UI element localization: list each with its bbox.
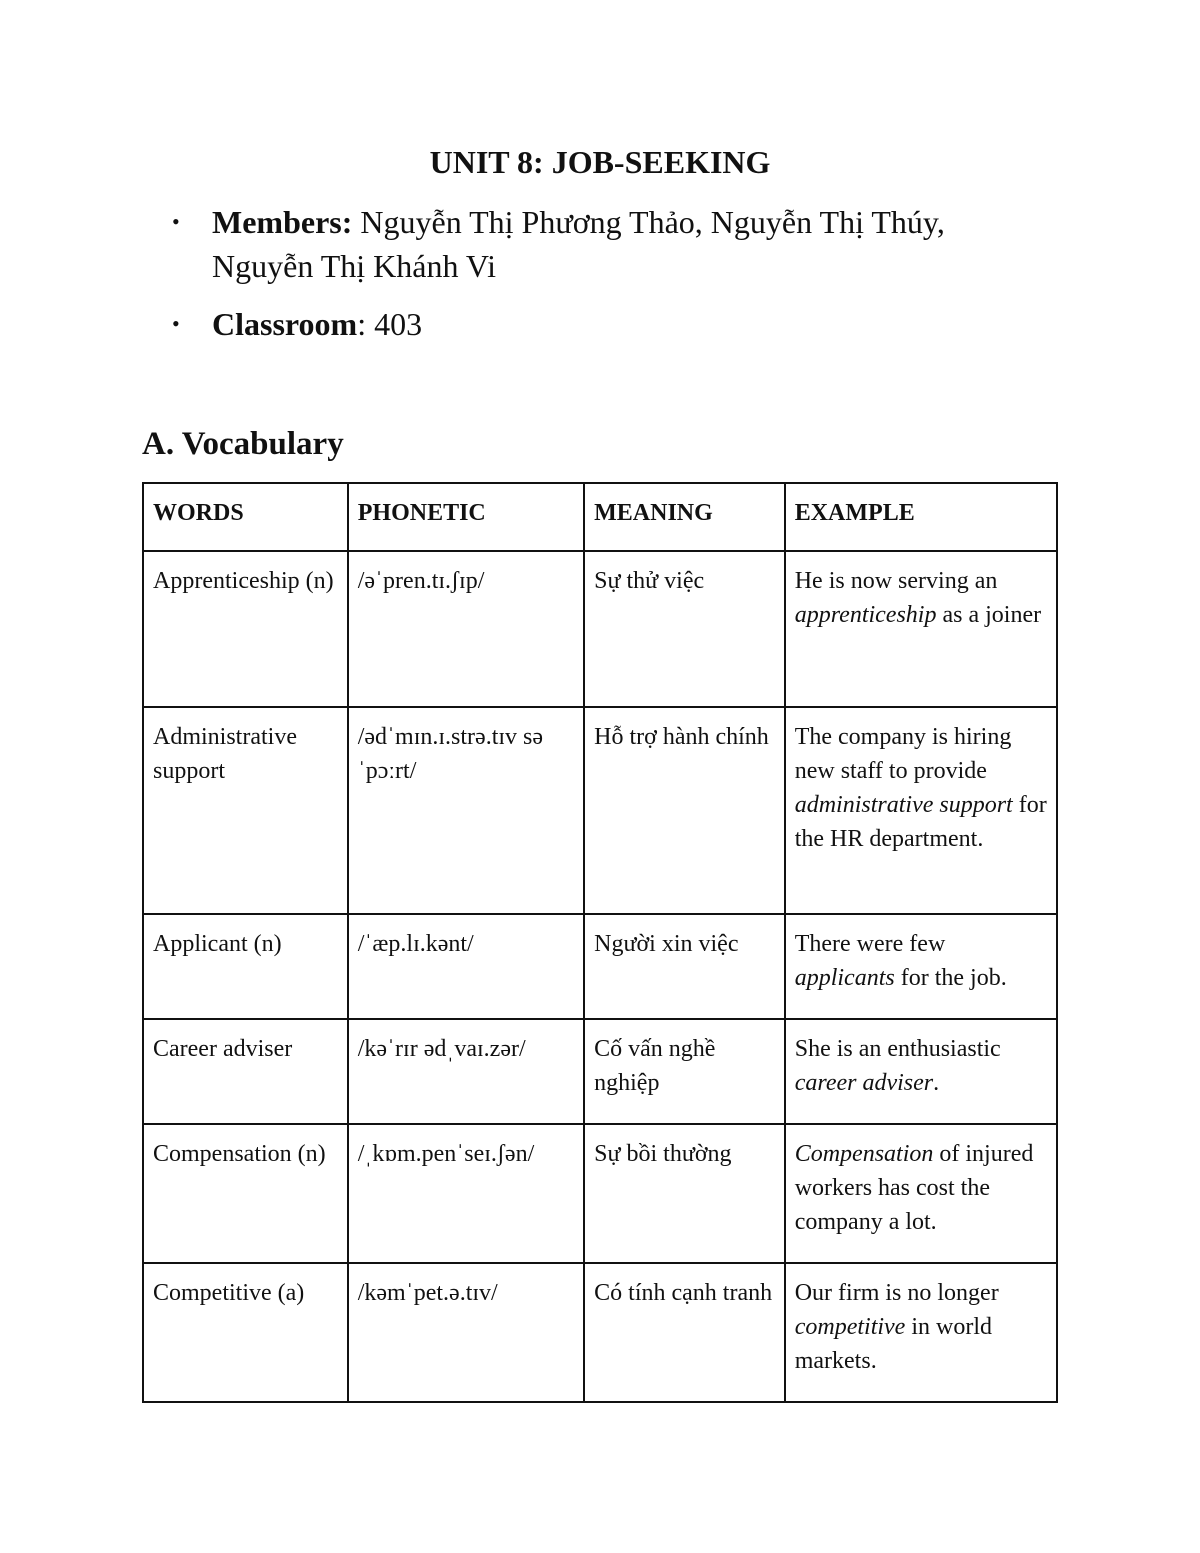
- meaning-cell: Cố vấn nghề nghiệp: [584, 1019, 785, 1124]
- members-value: Nguyễn Thị Phương Thảo, Nguyễn Thị Thúy, Nguyễn Thị Khánh Vi: [212, 204, 945, 284]
- meaning-cell: Người xin việc: [584, 914, 785, 1019]
- document-title: UNIT 8: JOB-SEEKING: [429, 144, 771, 180]
- example-text: There were few: [794, 931, 946, 957]
- table-row: [143, 1124, 1057, 1263]
- info-list: [170, 200, 1050, 360]
- example-text: The company is hiring new staff to provide: [794, 724, 1012, 784]
- members-label: Members:: [212, 204, 353, 240]
- table-row: [143, 914, 1057, 1019]
- example-text: .: [933, 1070, 940, 1096]
- example-text: He is now serving an: [794, 568, 998, 594]
- example-cell: [785, 1263, 1057, 1402]
- meaning-cell: Hỗ trợ hành chính: [584, 707, 785, 914]
- example-keyword: apprenticeship: [794, 602, 937, 628]
- table-row: [143, 1019, 1057, 1124]
- meaning-cell: Có tính cạnh tranh: [584, 1263, 785, 1402]
- example-cell: [785, 551, 1057, 707]
- word-cell: Administrative support: [143, 707, 348, 914]
- word-cell: Compensation (n): [143, 1124, 348, 1263]
- example-text: Our firm is no longer: [794, 1280, 999, 1306]
- example-keyword: competitive: [794, 1314, 906, 1340]
- phonetic-cell: /ˌkɒm.penˈseɪ.ʃən/: [348, 1124, 584, 1263]
- members-item: [170, 200, 1050, 288]
- section-heading: A. Vocabulary: [142, 426, 344, 462]
- header-meaning: MEANING: [584, 483, 785, 551]
- meaning-cell: Sự thử việc: [584, 551, 785, 707]
- example-text: as a joiner: [936, 602, 1042, 628]
- word-cell: Career adviser: [143, 1019, 348, 1124]
- header-phonetic: PHONETIC: [348, 483, 584, 551]
- table-row: [143, 551, 1057, 707]
- classroom-value: : 403: [357, 306, 423, 342]
- example-text: for the job.: [894, 965, 1007, 991]
- example-keyword: applicants: [794, 965, 895, 991]
- phonetic-cell: /əˈpren.tɪ.ʃɪp/: [348, 551, 584, 707]
- bullet-icon: •: [172, 311, 180, 336]
- table-header-row: [143, 483, 1057, 551]
- example-keyword: career adviser: [794, 1070, 934, 1096]
- classroom-item: [170, 302, 1050, 346]
- example-keyword: administrative support: [794, 792, 1013, 818]
- classroom-label: Classroom: [212, 306, 358, 342]
- phonetic-cell: /kəmˈpet.ə.tɪv/: [348, 1263, 584, 1402]
- example-text: for the HR department.: [794, 792, 1047, 852]
- example-text: She is an enthusiastic: [794, 1036, 1001, 1062]
- example-text: in world markets.: [794, 1314, 993, 1374]
- example-text: of injured workers has cost the company a lot.: [794, 1141, 1034, 1235]
- header-example: EXAMPLE: [785, 483, 1057, 551]
- table-row: [143, 707, 1057, 914]
- header-words: WORDS: [143, 483, 348, 551]
- table-row: [143, 1263, 1057, 1402]
- example-cell: [785, 707, 1057, 914]
- example-cell: [785, 914, 1057, 1019]
- word-cell: Competitive (a): [143, 1263, 348, 1402]
- phonetic-cell: /ˈæp.lɪ.kənt/: [348, 914, 584, 1019]
- phonetic-cell: /kəˈrɪr ədˌvaɪ.zər/: [348, 1019, 584, 1124]
- example-keyword: Compensation: [794, 1141, 934, 1167]
- bullet-icon: •: [172, 209, 180, 234]
- example-cell: [785, 1124, 1057, 1263]
- vocabulary-table: [142, 482, 1058, 1403]
- word-cell: Apprenticeship (n): [143, 551, 348, 707]
- phonetic-cell: /ədˈmɪn.ɪ.strə.tɪv səˈpɔːrt/: [348, 707, 584, 914]
- example-cell: [785, 1019, 1057, 1124]
- meaning-cell: Sự bồi thường: [584, 1124, 785, 1263]
- word-cell: Applicant (n): [143, 914, 348, 1019]
